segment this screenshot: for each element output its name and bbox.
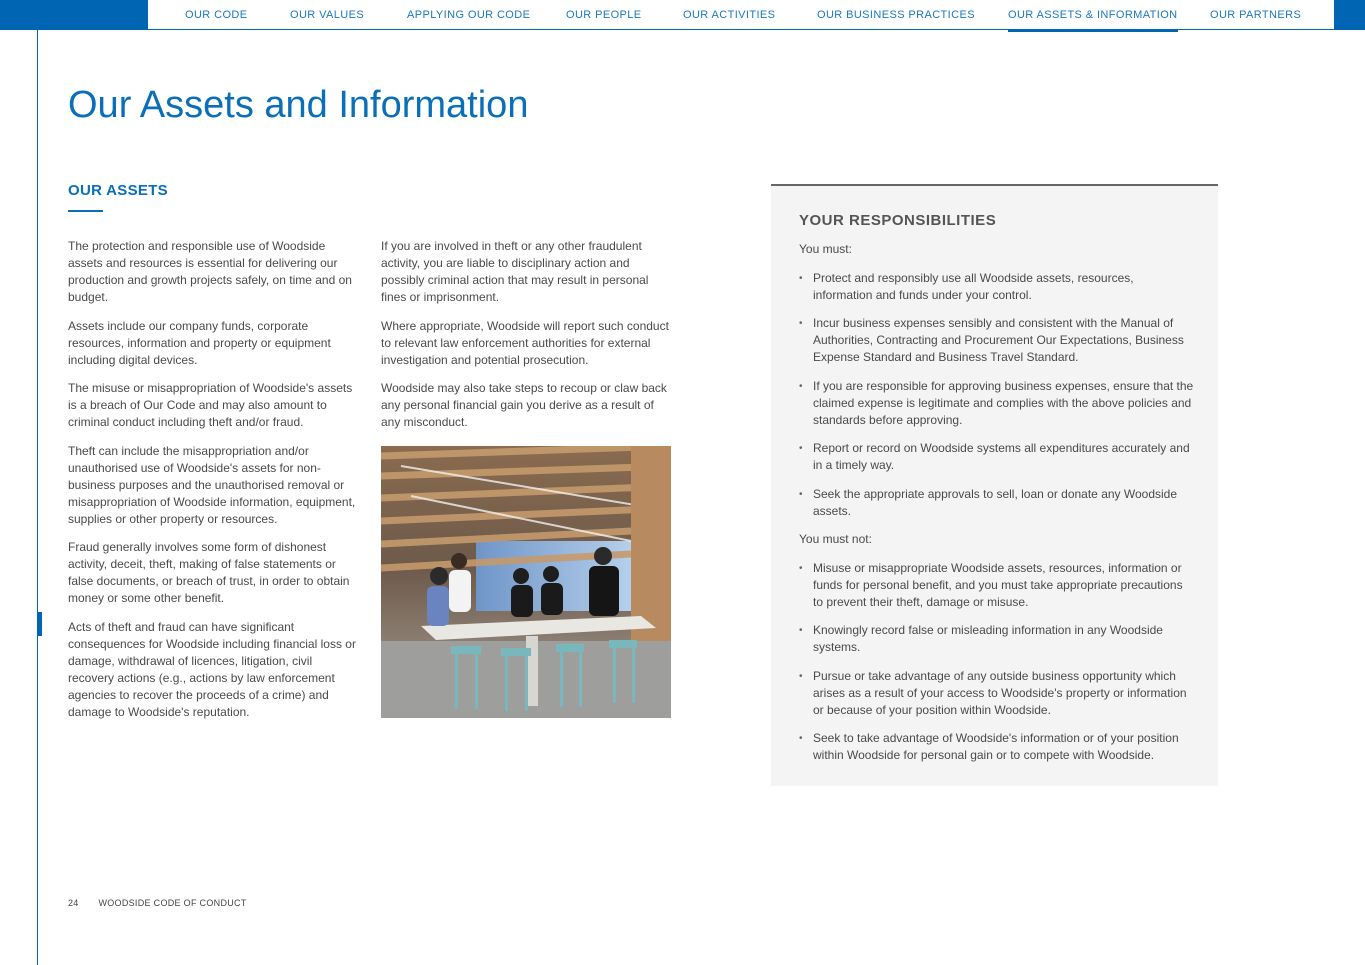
list-item: • Seek to take advantage of Woodside's information or of your position within Woodside for personal gain or to compete with Woodside. (799, 730, 1194, 764)
nav-our-code[interactable]: OUR CODE (185, 9, 248, 21)
nav-left-block (0, 0, 148, 30)
page-footer (68, 898, 247, 908)
paragraph: Acts of theft and fraud can have significant consequences for Woodside including financial loss or damage, withdrawal of licences, litigation, civil recovery actions (e.g., actions by law enforcement agencies to recover the proceeds of a crime) and damage to Woodside's reputation. (68, 619, 356, 719)
nav-our-business-practices[interactable]: OUR BUSINESS PRACTICES (817, 9, 975, 21)
section-underline (68, 210, 103, 212)
nav-our-people[interactable]: OUR PEOPLE (566, 9, 642, 21)
list-item: • Knowingly record false or misleading information in any Woodside systems. (799, 622, 1194, 656)
paragraph: The protection and responsible use of Woodside assets and resources is essential for delivering our production and growth projects safely, on time and on budget. (68, 239, 352, 304)
responsibilities-box (771, 184, 1218, 786)
must-not-list (799, 560, 1194, 765)
page-number: 24 (68, 898, 79, 908)
nav-our-activities[interactable]: OUR ACTIVITIES (683, 9, 776, 21)
paragraph: Fraud generally involves some form of dishonest activity, deceit, theft, making of false statements or false documents, or breach of trust, in order to obtain money or some other benefit. (68, 540, 350, 605)
nav-our-partners[interactable]: OUR PARTNERS (1210, 9, 1302, 21)
list-item: • If you are responsible for approving business expenses, ensure that the claimed expense is legitimate and complies with the above policies and standards before approving. (799, 378, 1194, 429)
section-heading: OUR ASSETS (68, 182, 168, 199)
nav-applying-our-code[interactable]: APPLYING OUR CODE (407, 9, 531, 21)
office-meeting-photo (381, 446, 671, 718)
nav-our-assets-information[interactable]: OUR ASSETS & INFORMATION (1008, 9, 1178, 21)
top-navigation (148, 0, 1334, 30)
responsibilities-body (799, 241, 1194, 776)
paragraph: If you are involved in theft or any other fraudulent activity, you are liable to disciplinary action and possibly criminal action that may result in personal fines or imprisonment. (381, 239, 649, 304)
paragraph: The misuse or misappropriation of Woodside's assets is a breach of Our Code and may also amount to criminal conduct including theft and/or fraud. (68, 381, 353, 429)
list-item: • Protect and responsibly use all Woodside assets, resources, information and funds under your control. (799, 270, 1194, 304)
list-item: • Report or record on Woodside systems all expenditures accurately and in a timely way. (799, 440, 1194, 474)
must-not-intro: You must not: (799, 532, 872, 546)
left-margin-rule (37, 30, 38, 965)
must-list (799, 270, 1194, 520)
paragraph: Where appropriate, Woodside will report such conduct to relevant law enforcement authorities for external investigation and potential prosecution. (381, 318, 669, 367)
list-item: • Pursue or take advantage of any outside business opportunity which arises as a result of your access to Woodside's property or information or because of your position within Woodside. (799, 668, 1194, 719)
text-column-1 (68, 238, 360, 732)
list-item: • Misuse or misappropriate Woodside assets, resources, information or funds for personal benefit, and you must take appropriate precautions to prevent their theft, damage or misuse. (799, 560, 1194, 611)
document-title: WOODSIDE CODE OF CONDUCT (98, 898, 247, 908)
responsibilities-title: YOUR RESPONSIBILITIES (799, 212, 997, 229)
list-item: • Seek the appropriate approvals to sell, loan or donate any Woodside assets. (799, 486, 1194, 520)
page-title: Our Assets and Information (68, 84, 529, 126)
left-margin-marker (37, 612, 42, 636)
list-item: • Incur business expenses sensibly and consistent with the Manual of Authorities, Contracting and Procurement Our Expectations, Business Expense Standard and Business Travel Standard. (799, 315, 1194, 366)
must-intro: You must: (799, 242, 852, 256)
paragraph: Theft can include the misappropriation and/or unauthorised use of Woodside's assets for non-business purposes and the unauthorised removal or misappropriation of Woodside information, equipment, supplies or other property or resources. (68, 443, 356, 526)
paragraph: Woodside may also take steps to recoup or claw back any personal financial gain you derive as a result of any misconduct. (381, 381, 667, 429)
nav-our-values[interactable]: OUR VALUES (290, 9, 365, 21)
paragraph: Assets include our company funds, corporate resources, information and property or equipment including digital devices. (68, 318, 331, 367)
nav-right-block (1334, 0, 1365, 30)
text-column-2 (381, 238, 673, 443)
